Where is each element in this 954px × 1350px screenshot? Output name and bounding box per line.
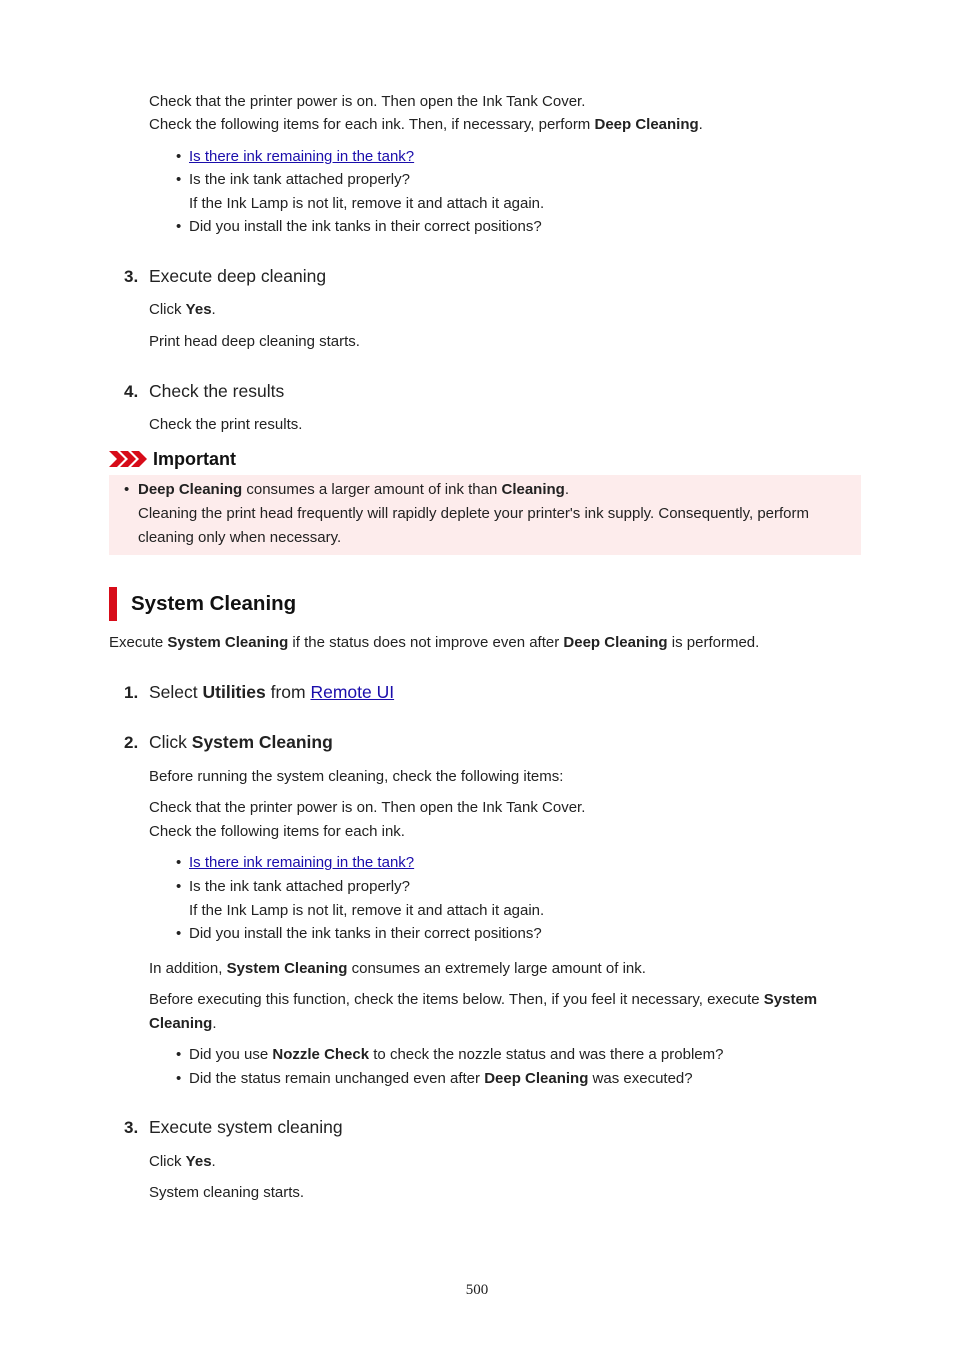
step-number: 3. bbox=[124, 1118, 139, 1137]
step-text: from bbox=[265, 682, 311, 702]
checklist-text-end: was executed? bbox=[588, 1070, 693, 1087]
checklist-item-sub: If the Ink Lamp is not lit, remove it and attach it again. bbox=[189, 902, 545, 919]
step-number: 1. bbox=[124, 683, 139, 702]
system-cleaning-term: System Cleaning bbox=[226, 960, 348, 977]
step-text: Click bbox=[149, 732, 192, 752]
yes-label: Yes bbox=[185, 301, 212, 318]
step-click-instruction bbox=[149, 1153, 216, 1171]
intro-text: if the status does not improve even after bbox=[288, 634, 564, 651]
intro-line-2-end: . bbox=[698, 116, 703, 133]
cleaning-term: Cleaning bbox=[501, 481, 565, 498]
step-description: Check the print results. bbox=[149, 416, 303, 433]
bullet-icon: • bbox=[176, 218, 182, 235]
before-exec-line-1 bbox=[149, 991, 817, 1009]
bullet-icon: • bbox=[176, 148, 182, 165]
deep-cleaning-term: Deep Cleaning bbox=[138, 481, 243, 498]
system-cleaning-term: System Cleaning bbox=[191, 732, 333, 752]
bullet-icon: • bbox=[176, 854, 182, 871]
nozzle-check-term: Nozzle Check bbox=[272, 1046, 370, 1063]
intro-line-1: Check that the printer power is on. Then open the Ink Tank Cover. bbox=[149, 93, 586, 110]
important-line-2: Cleaning the print head frequently will rapidly deplete your printer's ink supply. Consequently, perform bbox=[138, 505, 810, 522]
intro-line-2-bold: Deep Cleaning bbox=[594, 116, 699, 133]
step-number: 4. bbox=[124, 382, 139, 401]
checklist-item bbox=[189, 1070, 693, 1088]
system-term: System bbox=[763, 991, 818, 1008]
click-text: Click bbox=[149, 301, 186, 318]
step-title: Execute system cleaning bbox=[149, 1117, 343, 1137]
cleaning-term: Cleaning bbox=[149, 1015, 213, 1032]
deep-cleaning-term: Deep Cleaning bbox=[484, 1070, 589, 1087]
checklist-text: Did you use bbox=[189, 1046, 273, 1063]
step-description: Before running the system cleaning, check the following items: bbox=[149, 768, 564, 785]
checklist-text: Did the status remain unchanged even after bbox=[189, 1070, 485, 1087]
important-line-1 bbox=[138, 481, 569, 499]
before-exec-text: Before executing this function, check the items below. Then, if you feel it necessary, execute bbox=[149, 991, 764, 1008]
important-arrows-icon bbox=[109, 451, 147, 467]
section-accent-bar bbox=[109, 587, 117, 621]
ink-remaining-link[interactable]: Is there ink remaining in the tank? bbox=[189, 854, 415, 871]
important-text: consumes a larger amount of ink than bbox=[242, 481, 502, 498]
addition-note bbox=[149, 960, 646, 978]
step-title: Execute deep cleaning bbox=[149, 266, 327, 286]
page-number: 500 bbox=[465, 1282, 489, 1298]
yes-label: Yes bbox=[185, 1153, 212, 1170]
bullet-icon: • bbox=[124, 481, 130, 498]
important-label: Important bbox=[153, 448, 236, 469]
step-number: 3. bbox=[124, 267, 139, 286]
step-number: 2. bbox=[124, 733, 139, 752]
checklist-item: Did you install the ink tanks in their correct positions? bbox=[189, 925, 542, 942]
remote-ui-link[interactable]: Remote UI bbox=[310, 682, 395, 702]
utilities-term: Utilities bbox=[202, 682, 266, 702]
system-cleaning-term: System Cleaning bbox=[167, 634, 289, 651]
bullet-icon: • bbox=[176, 171, 182, 188]
important-text-end: . bbox=[564, 481, 570, 498]
checklist-item: Is the ink tank attached properly? bbox=[189, 171, 410, 188]
step-description: System cleaning starts. bbox=[149, 1184, 305, 1201]
checklist-item: Is the ink tank attached properly? bbox=[189, 878, 410, 895]
intro-text-end: is performed. bbox=[667, 634, 760, 651]
intro-line-2-text: Check the following items for each ink. Then, if necessary, perform bbox=[149, 116, 595, 133]
addition-text-end: consumes an extremely large amount of ink. bbox=[347, 960, 646, 977]
step-description: Print head deep cleaning starts. bbox=[149, 333, 360, 350]
section-title: System Cleaning bbox=[131, 592, 297, 615]
ink-remaining-link[interactable]: Is there ink remaining in the tank? bbox=[189, 148, 415, 165]
deep-cleaning-term: Deep Cleaning bbox=[563, 634, 668, 651]
intro-text: Execute bbox=[109, 634, 168, 651]
step-title: Check the results bbox=[149, 381, 285, 401]
check-line-2: Check the following items for each ink. bbox=[149, 823, 405, 840]
checklist-item bbox=[189, 1046, 723, 1064]
addition-text: In addition, bbox=[149, 960, 227, 977]
intro-line-2 bbox=[149, 116, 703, 134]
bullet-icon: • bbox=[176, 1046, 182, 1063]
step-title bbox=[149, 682, 394, 703]
bullet-icon: • bbox=[176, 1070, 182, 1087]
click-end: . bbox=[211, 1153, 216, 1170]
important-line-3: cleaning only when necessary. bbox=[138, 529, 342, 546]
section-intro bbox=[109, 634, 759, 652]
step-click-instruction bbox=[149, 301, 216, 319]
check-line-1: Check that the printer power is on. Then open the Ink Tank Cover. bbox=[149, 799, 586, 816]
click-text: Click bbox=[149, 1153, 186, 1170]
checklist-text-end: to check the nozzle status and was there a problem? bbox=[369, 1046, 724, 1063]
before-exec-line-2 bbox=[149, 1015, 217, 1033]
click-end: . bbox=[211, 301, 216, 318]
important-header bbox=[109, 447, 236, 471]
step-text: Select bbox=[149, 682, 203, 702]
checklist-item: Did you install the ink tanks in their correct positions? bbox=[189, 218, 542, 235]
step-title bbox=[149, 732, 333, 753]
bullet-icon: • bbox=[176, 925, 182, 942]
before-exec-end: . bbox=[212, 1015, 217, 1032]
checklist-item-sub: If the Ink Lamp is not lit, remove it and attach it again. bbox=[189, 195, 545, 212]
bullet-icon: • bbox=[176, 878, 182, 895]
